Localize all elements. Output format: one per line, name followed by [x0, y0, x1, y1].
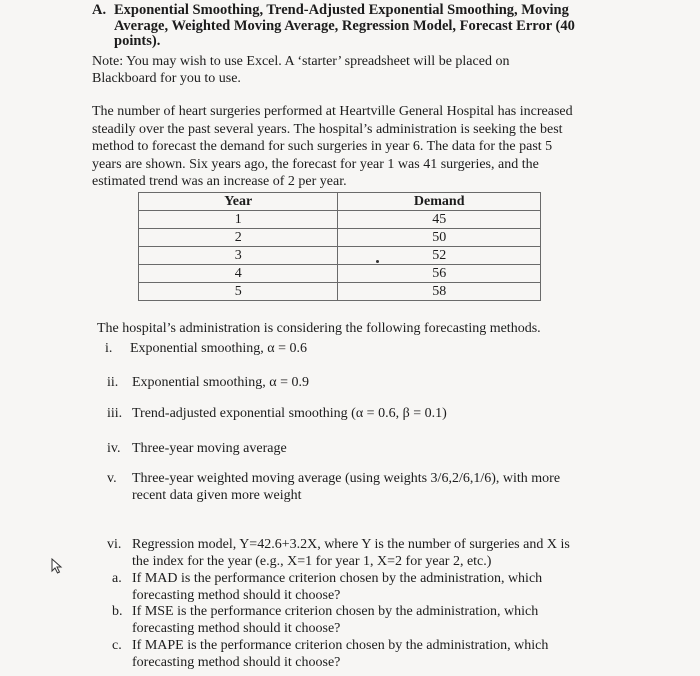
question-item	[112, 603, 607, 637]
problem-paragraph	[92, 103, 612, 191]
method-item	[107, 536, 607, 570]
table-row	[139, 265, 541, 283]
methods-intro: The hospital’s administration is considering the following forecasting methods.	[97, 321, 541, 336]
question-text-line-2: forecasting method should it choose?	[132, 588, 341, 603]
question-item	[112, 637, 607, 671]
heading-line-2: Average, Weighted Moving Average, Regression Model, Forecast Error (40	[114, 17, 575, 34]
question-text-line-2: forecasting method should it choose?	[132, 621, 341, 636]
demand-cell: 45	[338, 211, 541, 229]
stray-mark	[376, 260, 379, 263]
paragraph-line: years are shown. Six years ago, the forecast for year 1 was 41 surgeries, and the	[92, 156, 539, 172]
method-number: iii.	[107, 406, 123, 421]
table-row	[139, 247, 541, 265]
question-letter: a.	[112, 571, 122, 586]
method-item	[107, 405, 587, 422]
method-text-line-1: Regression model, Y=42.6+3.2X, where Y is the number of surgeries and X is	[132, 537, 570, 552]
note-line-1: Note: You may wish to use Excel. A ‘starter’ spreadsheet will be placed on	[92, 54, 510, 69]
method-item	[105, 340, 585, 357]
table-row	[139, 211, 541, 229]
paragraph-line: method to forecast the demand for such surgeries in year 6. The data for the past 5	[92, 139, 553, 154]
table-row	[139, 283, 541, 301]
year-cell: 5	[139, 283, 338, 301]
demand-cell: 50	[338, 229, 541, 247]
demand-cell: 58	[338, 283, 541, 301]
method-text: Exponential smoothing, α = 0.9	[132, 375, 309, 390]
demand-cell: 56	[338, 265, 541, 283]
note	[92, 53, 562, 87]
table-row	[139, 229, 541, 247]
paragraph-line: estimated trend was an increase of 2 per year.	[92, 174, 347, 189]
question-item	[112, 570, 607, 604]
year-cell: 1	[139, 211, 338, 229]
method-item	[107, 374, 587, 391]
method-item	[107, 440, 587, 457]
section-label: A.	[92, 2, 107, 18]
question-text-line-1: If MAD is the performance criterion chosen by the administration, which	[132, 571, 543, 586]
question-letter: c.	[112, 638, 122, 653]
heading-line-1: Exponential Smoothing, Trend-Adjusted Exponential Smoothing, Moving	[114, 2, 569, 18]
column-header-demand: Demand	[338, 193, 541, 211]
question-text-line-1: If MSE is the performance criterion chosen by the administration, which	[132, 604, 539, 619]
method-text: Three-year moving average	[132, 441, 287, 456]
method-text-line-2: the index for the year (e.g., X=1 for year 1, X=2 for year 2, etc.)	[132, 554, 492, 569]
question-text-line-2: forecasting method should it choose?	[132, 655, 341, 670]
method-text: Trend-adjusted exponential smoothing (α = 0.6, β = 0.1)	[132, 406, 447, 421]
method-number: ii.	[107, 375, 119, 390]
method-number: vi.	[107, 537, 122, 552]
section-heading	[92, 3, 612, 50]
column-header-year: Year	[139, 193, 338, 211]
table-header-row	[139, 193, 541, 211]
year-cell: 4	[139, 265, 338, 283]
method-number: iv.	[107, 441, 121, 456]
mouse-pointer-icon	[50, 558, 64, 574]
question-letter: b.	[112, 604, 123, 619]
year-cell: 2	[139, 229, 338, 247]
year-cell: 3	[139, 247, 338, 265]
question-text-line-1: If MAPE is the performance criterion chosen by the administration, which	[132, 638, 549, 653]
note-line-2: Blackboard for you to use.	[92, 71, 241, 86]
method-number: i.	[105, 341, 113, 356]
paragraph-line: The number of heart surgeries performed at Heartville General Hospital has increased	[92, 104, 573, 119]
method-item	[107, 470, 607, 504]
paragraph-line: steadily over the past several years. The hospital’s administration is seeking the best	[92, 121, 563, 137]
method-text: Exponential smoothing, α = 0.6	[130, 341, 307, 356]
heading-line-3: points).	[114, 33, 161, 49]
demand-cell: 52	[338, 247, 541, 265]
method-text-line-2: recent data given more weight	[132, 488, 302, 503]
method-number: v.	[107, 471, 117, 486]
demand-table	[138, 192, 541, 301]
method-text-line-1: Three-year weighted moving average (using weights 3/6,2/6,1/6), with more	[132, 471, 561, 486]
